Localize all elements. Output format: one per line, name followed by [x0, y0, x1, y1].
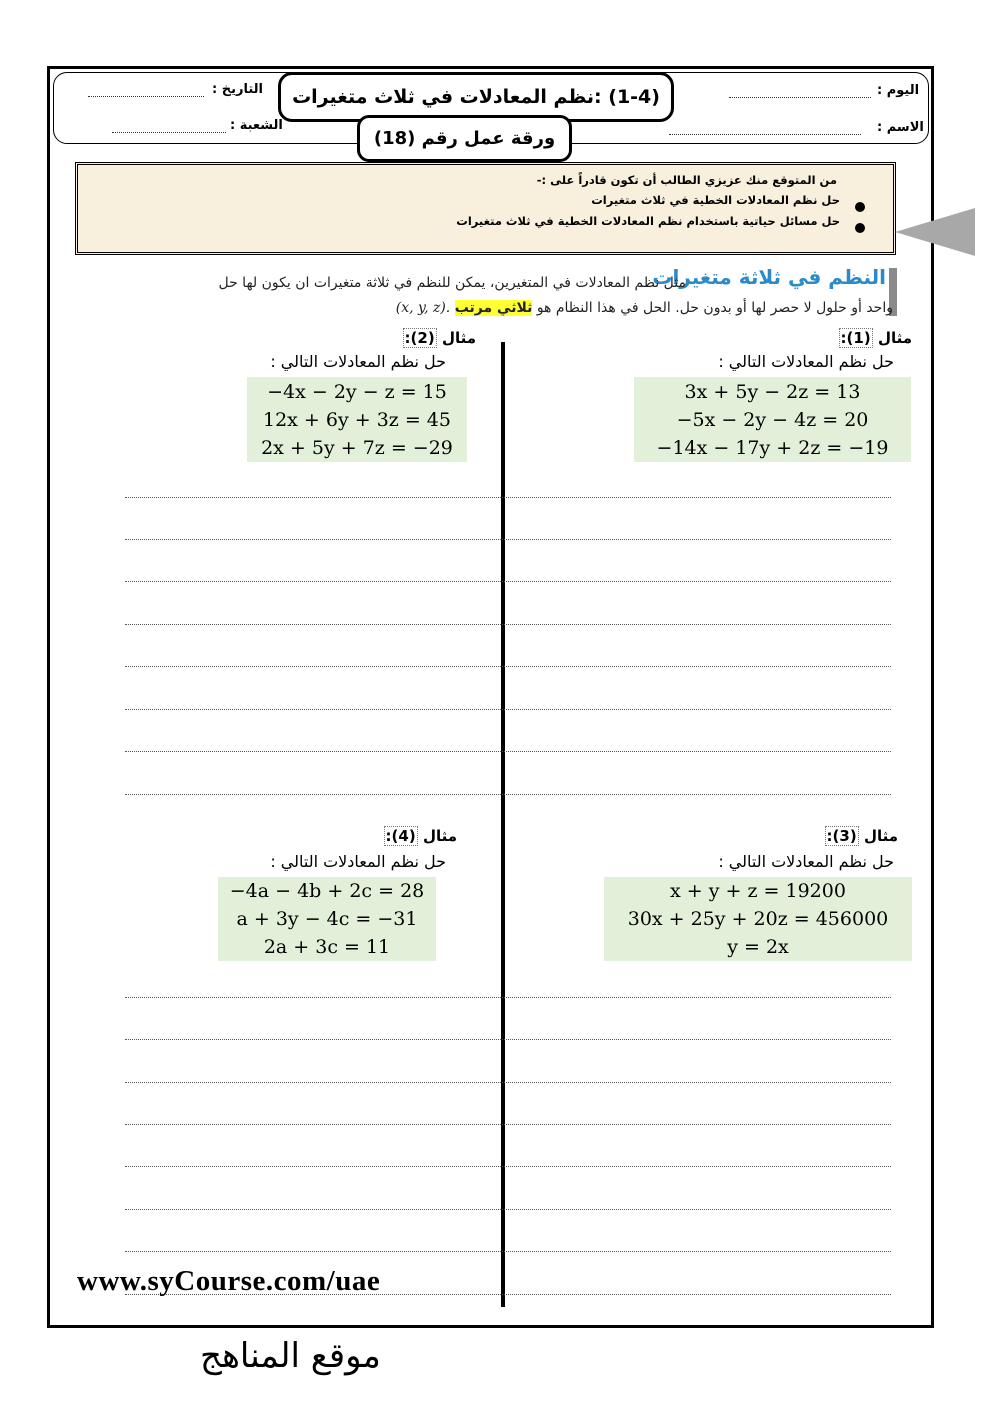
worksheet-number: ورقة عمل رقم (18)	[357, 115, 572, 162]
answer-line[interactable]	[125, 1082, 891, 1083]
answer-line[interactable]	[125, 581, 891, 582]
answer-line[interactable]	[125, 997, 891, 998]
equation: a + 3y − 4c = −31	[236, 908, 418, 930]
date-field[interactable]	[88, 96, 204, 97]
ordered-triple-highlight: ثلاثي مرتب	[454, 300, 533, 316]
equation: −5x − 2y − 4z = 20	[676, 408, 869, 431]
objective-item: حل نظم المعادلات الخطية في ثلاث متغيرات	[591, 193, 840, 207]
example-instruction: حل نظم المعادلات التالي :	[270, 852, 446, 871]
intro-line-1: مثل نظم المعادلات في المتغيرين، يمكن للنظم في ثلاثة متغيرات ان يكون لها حل	[218, 275, 686, 291]
equation: y = 2x	[727, 936, 789, 958]
equation-system	[218, 877, 436, 961]
equation: 30x + 25y + 20z = 456000	[627, 908, 889, 930]
day-label: اليوم :	[877, 83, 920, 98]
bullet-icon	[855, 197, 865, 216]
page-frame	[47, 66, 934, 1328]
answer-line[interactable]	[125, 709, 891, 710]
section-label: الشعبة :	[230, 118, 283, 133]
answer-line[interactable]	[125, 539, 891, 540]
answer-line[interactable]	[125, 497, 891, 498]
site-url: www.syCourse.com/uae	[77, 1265, 381, 1297]
equation: 2x + 5y + 7z = −29	[261, 436, 453, 459]
example-instruction: حل نظم المعادلات التالي :	[270, 352, 446, 371]
answer-line[interactable]	[125, 1251, 891, 1252]
answer-line[interactable]	[125, 1124, 891, 1125]
date-label: التاريخ :	[212, 82, 263, 97]
day-field[interactable]	[729, 97, 871, 98]
example-instruction: حل نظم المعادلات التالي :	[718, 852, 894, 871]
answer-line[interactable]	[125, 1039, 891, 1040]
intro-heading: النظم في ثلاثة متغيرات	[652, 265, 886, 289]
answer-line[interactable]	[125, 1209, 891, 1210]
equation-system	[604, 877, 912, 961]
example-label: مثال (1):	[840, 329, 912, 347]
answer-line[interactable]	[125, 624, 891, 625]
name-label: الاسم :	[877, 120, 924, 135]
worksheet-title: (1-4) :نظم المعادلات في ثلاث متغيرات	[278, 72, 674, 122]
column-divider	[501, 342, 505, 1307]
example-label: مثال (2):	[404, 329, 476, 347]
example-instruction: حل نظم المعادلات التالي :	[718, 352, 894, 371]
section-field[interactable]	[112, 132, 226, 133]
objective-item: حل مسائل حياتية باستخدام نظم المعادلات الخطية في ثلاث متغيرات	[456, 214, 840, 228]
equation: x + y + z = 19200	[670, 880, 846, 902]
equation: −4a − 4b + 2c = 28	[229, 880, 425, 902]
example-label: مثال (4):	[385, 827, 457, 845]
equation: 12x + 6y + 3z = 45	[263, 408, 451, 431]
example-label: مثال (3):	[826, 827, 898, 845]
footer-brand: موقع المناهج	[200, 1336, 381, 1376]
equation: 3x + 5y − 2z = 13	[684, 380, 861, 403]
bullet-icon	[855, 218, 865, 237]
answer-line[interactable]	[125, 751, 891, 752]
equation: −14x − 17y + 2z = −19	[656, 436, 889, 459]
callout-arrow-icon	[895, 208, 975, 256]
equation-system	[634, 377, 911, 462]
answer-line[interactable]	[125, 1166, 891, 1167]
intro-line-2: واحد أو حلول لا حصر لها أو بدون حل. الحل في هذا النظام هو ثلاثي مرتب (x, y, z).	[395, 300, 893, 316]
objectives-intro: من المتوقع منك عزيزي الطالب أن تكون قادراً على :-	[536, 173, 837, 187]
answer-line[interactable]	[125, 794, 891, 795]
answer-line[interactable]	[125, 666, 891, 667]
equation: 2a + 3c = 11	[263, 936, 391, 958]
equation: −4x − 2y − z = 15	[267, 380, 447, 403]
equation-system	[247, 377, 467, 462]
name-field[interactable]	[669, 134, 861, 135]
